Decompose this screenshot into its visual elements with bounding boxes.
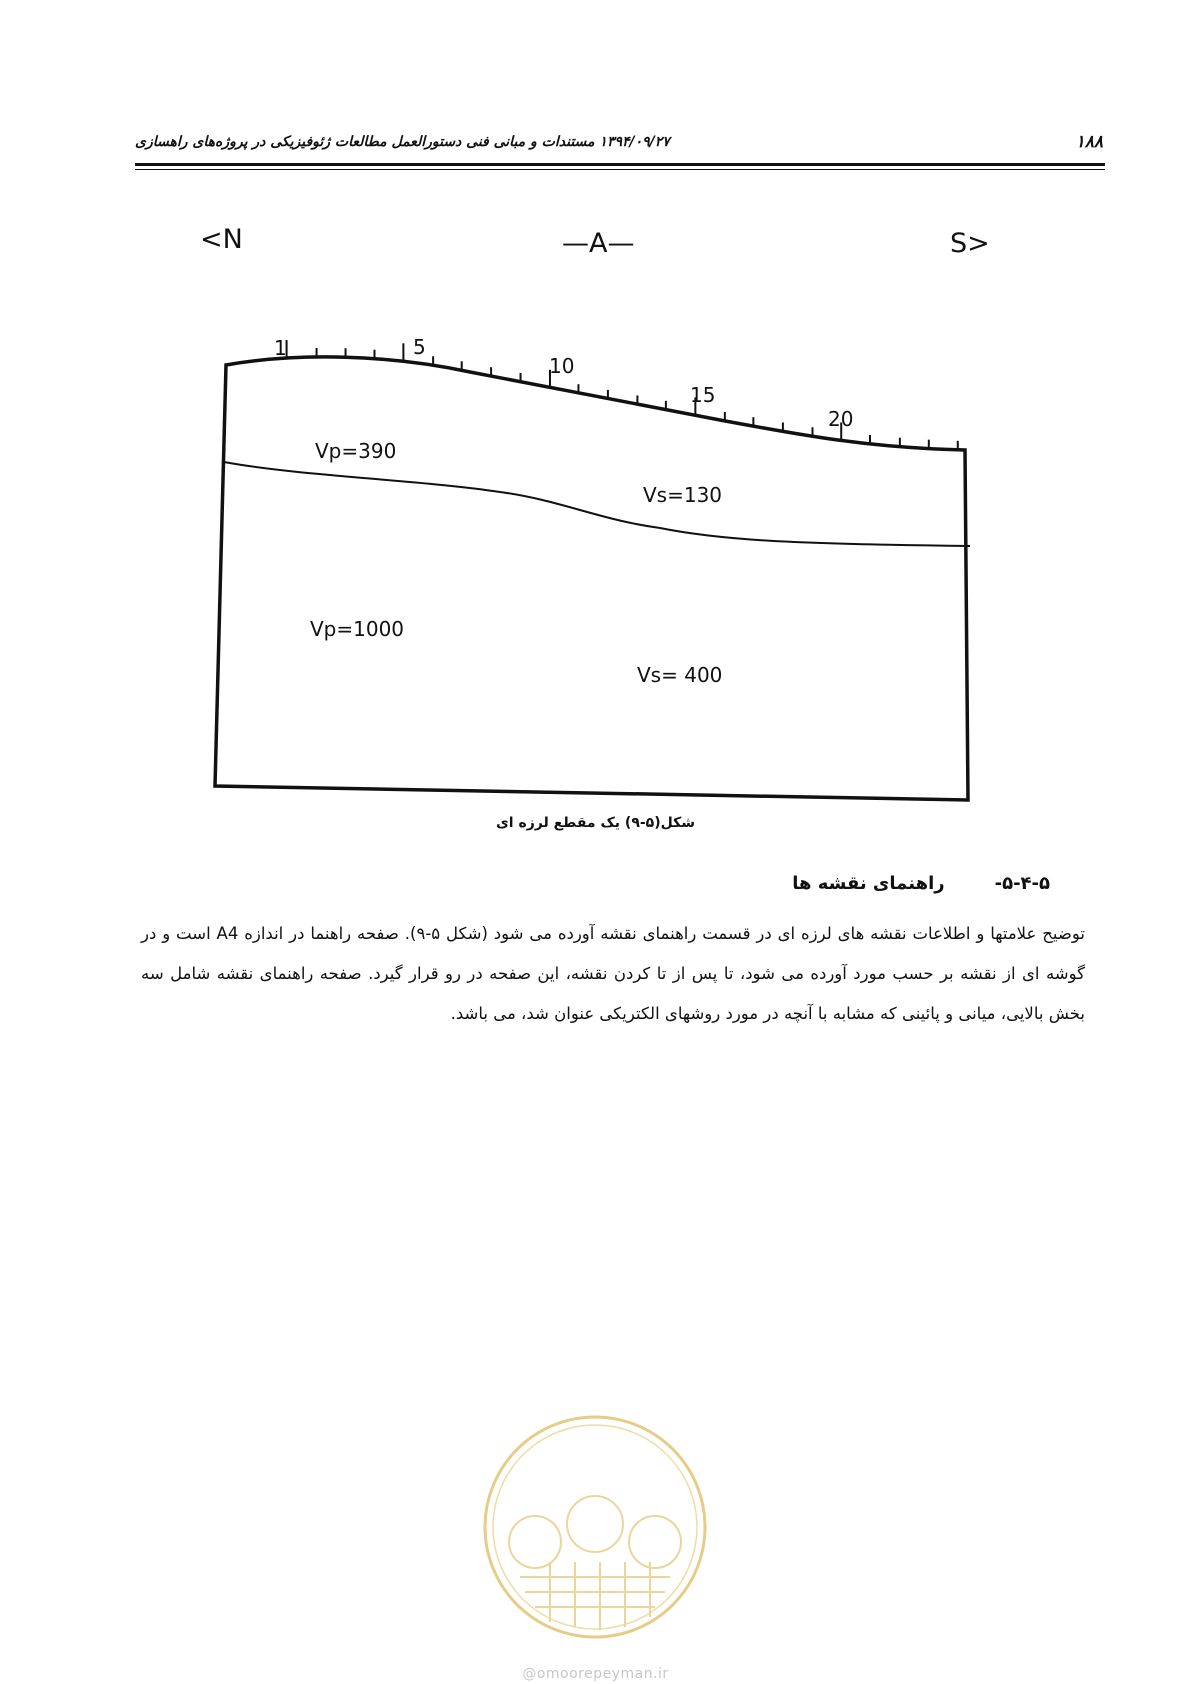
section-outline — [215, 357, 968, 800]
watermark-logo — [480, 1412, 710, 1642]
watermark-url-text: omoorepeyman.ir — [536, 1666, 669, 1682]
north-direction-label: <N — [200, 224, 243, 255]
section-heading — [792, 873, 1050, 894]
header-title: ۱۳۹۴/۰۹/۲۷ مستندات و مبانی فنی دستورالعمل مطالعات ژئوفیزیکی در پروژه‌های راهسازی — [135, 134, 670, 150]
layer1-vs-label: Vs=130 — [643, 483, 723, 507]
station-label-10: 10 — [549, 354, 575, 378]
layer-boundary-line — [224, 462, 970, 546]
layer2-vp-label: Vp=1000 — [310, 617, 405, 641]
at-sign-icon: @ — [522, 1666, 537, 1682]
body-paragraph: توضیح علامتها و اطلاعات نقشه های لرزه ای در قسمت راهنمای نقشه آورده می شود (شکل ۵-۹). صفحه راهنما در اندازه A4 است و در گوشه ای از نقشه بر حسب مورد آورده می شود، تا پس از تا کردن نقشه، این صفحه در رو قرار گیرد. صفحه راهنمای نقشه شامل سه بخش بالایی، میانی و پائینی که مشابه با آنچه در مورد روشهای الکتریکی عنوان شد، می باشد. — [141, 924, 1085, 1023]
south-direction-label: S> — [950, 228, 990, 259]
geophone-ticks — [287, 340, 958, 450]
station-label-5: 5 — [413, 335, 426, 359]
page-number: ۱۸۸ — [1075, 132, 1103, 152]
station-label-20: 20 — [828, 407, 854, 431]
watermark-seal-icon — [480, 1412, 710, 1642]
layer2-vs-label: Vs= 400 — [637, 663, 723, 687]
seismic-section-figure — [0, 0, 1191, 830]
seismic-section-drawing — [0, 0, 1191, 830]
watermark-url — [0, 1666, 1191, 1682]
section-name-label: —A— — [562, 228, 635, 259]
station-label-15: 15 — [690, 383, 716, 407]
section-title: راهنمای نقشه ها — [792, 873, 945, 894]
figure-caption: شکل(۵-۹) یک مقطع لرزه ای — [495, 815, 696, 831]
station-label-1: 1 — [274, 336, 287, 360]
layer1-vp-label: Vp=390 — [315, 439, 397, 463]
section-number: ۵-۴-۵- — [994, 873, 1050, 894]
